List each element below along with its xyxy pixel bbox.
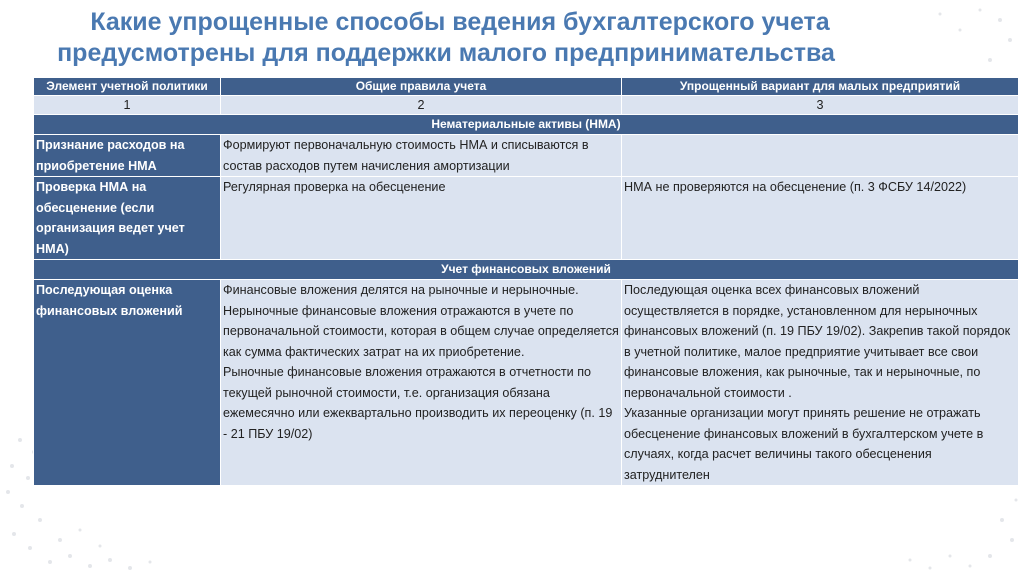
- header-policy-element: Элемент учетной политики: [34, 78, 221, 96]
- row-simplified-rule: НМА не проверяются на обесценение (п. 3 ФСБУ 14/2022): [622, 177, 1019, 260]
- section-row: [34, 115, 1019, 135]
- page-title-line-2: предусмотрены для поддержки малого предпринимательства: [57, 39, 835, 67]
- simplified-rule-paragraph: Указанные организации могут принять решение не отражать обесценение финансовых вложений в бухгалтерском учете в случаях, когда расчет величины такого обесценения затруднителен: [624, 406, 984, 482]
- row-label: Последующая оценка финансовых вложений: [34, 280, 221, 486]
- row-label: Признание расходов на приобретение НМА: [34, 135, 221, 177]
- column-number: 3: [622, 96, 1019, 115]
- general-rule-paragraph: Финансовые вложения делятся на рыночные и нерыночные. Нерыночные финансовые вложения отражаются в учете по первоначальной стоимости, которая в общем случае определяется как сумма фактических затрат на их приобретение.: [223, 283, 619, 359]
- table-header-row: [34, 78, 1019, 96]
- simplified-rule-paragraph: Последующая оценка всех финансовых вложений осуществляется в порядке, установленном для нерыночных финансовых вложений (п. 19 ПБУ 19/02). Закрепив такой порядок в учетной политике, малое предприятие учитывает все свои финансовые вложения, как рыночные, так и нерыночные, по первоначальной стоимости .: [624, 283, 1011, 400]
- column-number-row: [34, 96, 1019, 115]
- table-row: [34, 135, 1019, 177]
- header-general-rules: Общие правила учета: [221, 78, 622, 96]
- page-title-line-1: Какие упрощенные способы ведения бухгалтерского учета: [90, 8, 830, 36]
- row-simplified-rule: [622, 280, 1019, 486]
- column-number: 1: [34, 96, 221, 115]
- section-financial-investments: Учет финансовых вложений: [34, 260, 1019, 280]
- header-simplified-variant: Упрощенный вариант для малых предприятий: [622, 78, 1019, 96]
- row-simplified-rule: [622, 135, 1019, 177]
- row-general-rule: Регулярная проверка на обесценение: [221, 177, 622, 260]
- row-label: Проверка НМА на обесценение (если организация ведет учет НМА): [34, 177, 221, 260]
- accounting-policy-table: [33, 77, 1019, 486]
- row-general-rule: [221, 280, 622, 486]
- table-row: [34, 177, 1019, 260]
- column-number: 2: [221, 96, 622, 115]
- row-general-rule: Формируют первоначальную стоимость НМА и списываются в состав расходов путем начисления амортизации: [221, 135, 622, 177]
- table-row: [34, 280, 1019, 486]
- section-intangible-assets: Нематериальные активы (НМА): [34, 115, 1019, 135]
- general-rule-paragraph: Рыночные финансовые вложения отражаются в отчетности по текущей рыночной стоимости, т.е. организация обязана ежемесячно или ежеквартально производить их переоценку (п. 19 - 21 ПБУ 19/02): [223, 365, 613, 441]
- section-row: [34, 260, 1019, 280]
